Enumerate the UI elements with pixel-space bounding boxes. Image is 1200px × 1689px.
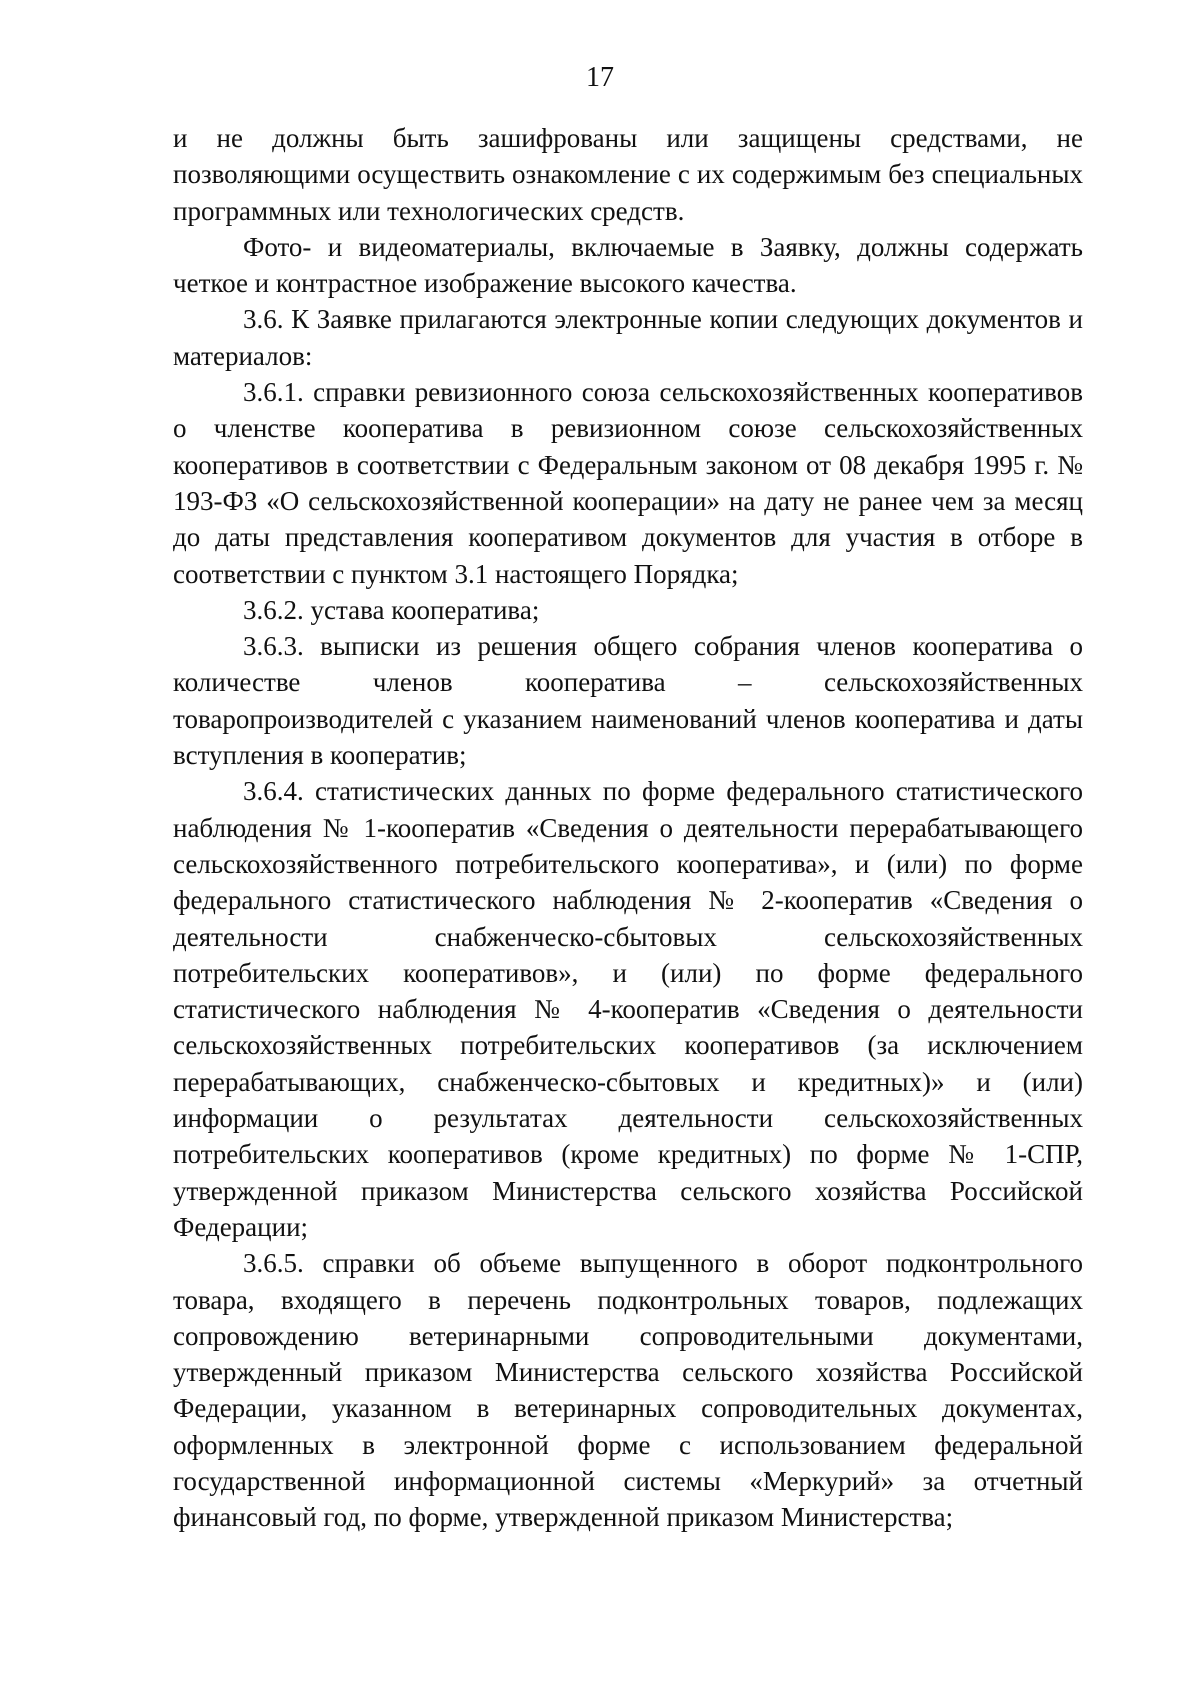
paragraph-3-6-3: 3.6.3. выписки из решения общего собрания членов кооператива о количестве членов кооператива – сельскохозяйственных товаропроизводителей с указанием наименований членов кооператива и даты вступления в кооператив;	[173, 631, 1083, 771]
paragraph-3-6-1: 3.6.1. справки ревизионного союза сельскохозяйственных кооперативов о членстве кооператива в ревизионном союзе сельскохозяйственных кооперативов в соответствии с Федеральным законом от 08 декабря 1995 г. № 193-ФЗ «О сельскохозяйственной кооперации» на дату не ранее чем за месяц до даты представления кооперативом документов для участия в отборе в соответствии с пунктом 3.1 настоящего Порядка;	[173, 377, 1083, 589]
paragraph-3-6: 3.6. К Заявке прилагаются электронные копии следующих документов и материалов:	[173, 304, 1083, 371]
document-body	[173, 120, 1083, 1536]
paragraph-3-6-2: 3.6.2. устава кооператива;	[243, 594, 540, 625]
paragraph-3-6-5: 3.6.5. справки об объеме выпущенного в оборот подконтрольного товара, входящего в перечень подконтрольных товаров, подлежащих сопровождению ветеринарными сопроводительными документами, утвержденный приказом Министерства сельского хозяйства Российской Федерации, указанном в ветеринарных сопроводительных документах, оформленных в электронной форме с использованием федеральной государственной информационной системы «Меркурий» за отчетный финансовый год, по форме, утвержденной приказом Министерства;	[173, 1248, 1083, 1533]
paragraph-photo-video: Фото- и видеоматериалы, включаемые в Заявку, должны содержать четкое и контрастное изображение высокого качества.	[173, 231, 1083, 299]
paragraph-continuation: и не должны быть зашифрованы или защищены средствами, не позволяющими осуществить ознакомление с их содержимым без специальных программных или технологических средств.	[173, 123, 1083, 226]
paragraph-3-6-4: 3.6.4. статистических данных по форме федерального статистического наблюдения № 1-кооператив «Сведения о деятельности перерабатывающего сельскохозяйственного потребительского кооператива», и (или) по форме федерального статистического наблюдения № 2-кооператив «Сведения о деятельности снабженческо-сбытовых сельскохозяйственных потребительских кооперативов», и (или) по форме федерального статистического наблюдения № 4-кооператив «Сведения о деятельности сельскохозяйственных потребительских кооперативов (за исключением перерабатывающих, снабженческо-сбытовых и кредитных)» и (или) информации о результатах деятельности сельскохозяйственных потребительских кооперативов (кроме кредитных) по форме № 1-СПР, утвержденной приказом Министерства сельского хозяйства Российской Федерации;	[173, 776, 1083, 1242]
page-number: 17	[586, 62, 614, 93]
